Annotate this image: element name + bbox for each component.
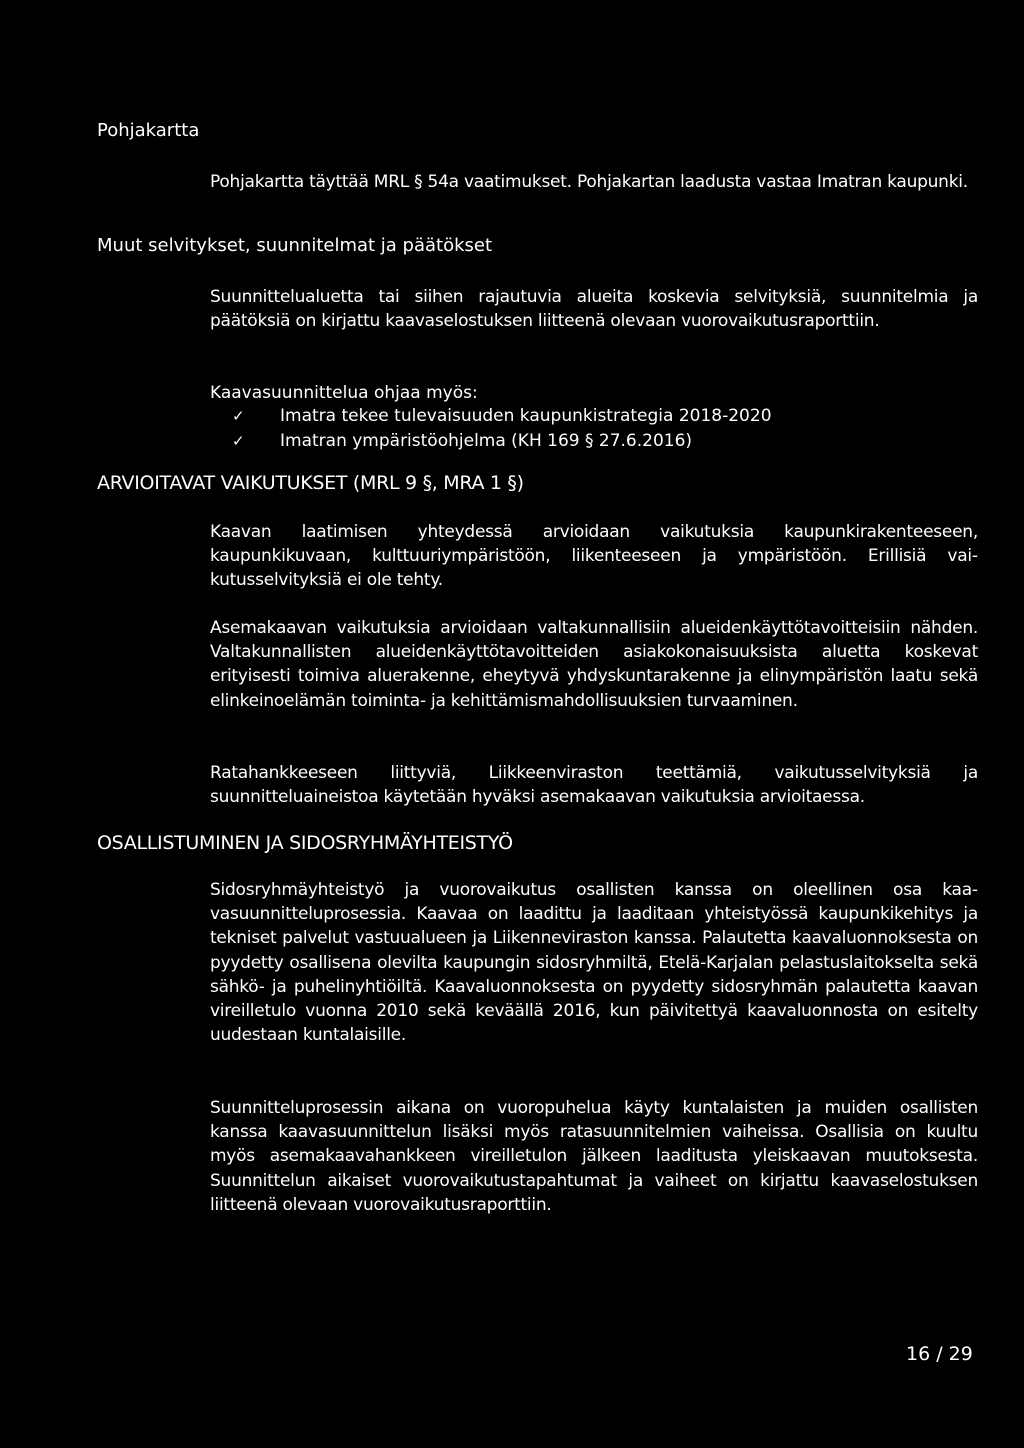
paragraph-arvioitavat-2: Asemakaavan vaikutuksia arvioidaan valtakunnallisiin alueidenkäyttötavoitteisiin nähden. Valtakunnallisten alueidenkäyttötavoitteiden asiakokonaisuuksista aluetta koskevat erityisesti toimiva aluerakenne, eheytyvä yhdyskuntarakenne ja elinympäristön laatu sekä elinkeinoelämän toiminta- ja kehittämismahdollisuuksien turvaaminen. [210,618,978,711]
paragraph-osallistuminen-2: Suunnitteluprosessin aikana on vuoropuhelua käyty kuntalaisten ja muiden osallisten kanssa kaavasuunnittelun lisäksi myös ratasuunnitelmien vaiheissa. Osallisia on kuultu myös asemakaavahankkeen vireilletulon jälkeen laaditusta yleiskaavan muutoksesta. Suunnittelun aikaiset vuorovaikutustapahtumat ja vaiheet on kirjattu kaavaselostuksen liitteenä olevaan vuorovaikutusraporttiin. [210,1098,978,1215]
list-item [232,404,772,429]
list-item-text: Imatran ympäristöohjelma (KH 169 § 27.6.2016) [280,430,693,451]
list-intro: Kaavasuunnittelua ohjaa myös: [210,383,478,403]
paragraph-muut-selvitykset: Suunnittelualuetta tai siihen rajautuvia alueita koskevia selvityksiä, suunnitelmia ja päätöksiä on kirjattu kaavaselostuksen liitteenä olevaan vuorovaikutusraporttiin. [210,287,978,332]
list-item-text: Imatra tekee tulevaisuuden kaupunkistrategia 2018-2020 [280,406,772,426]
paragraph-arvioitavat-3: Ratahankkeeseen liittyviä, Liikkeenviraston teettämiä, vaikutusselvityksiä ja suunnitteluaineistoa käytetään hyväksi asemakaavan vaikutuksia arvioitaessa. [210,763,978,808]
paragraph-osallistuminen-1: Sidosryhmäyhteistyö ja vuorovaikutus osallisten kanssa on oleellinen osa kaavasuunnitteluprosessia. Kaavaa on laadittu ja laaditaan yhteistyössä kaupunkikehitys ja tekniset palvelut vastuualueen ja Liikenneviraston kanssa. Palautetta kaavaluonnoksesta on pyydetty osallisena olevilta kaupungin sidosryhmiltä, Etelä-Karjalan pelastuslaitokselta sekä sähkö- ja puhelinyhtiöiltä. Kaavaluonnoksesta on pyydetty sidosryhmän palautetta kaavan vireilletulo vuonna 2010 sekä keväällä 2016, kun päivitettyä kaavaluonnosta on esitelty uudestaan kuntalaisille. [210,880,978,1046]
heading-pohjakartta: Pohjakartta [97,120,200,141]
heading-muut-selvitykset: Muut selvitykset, suunnitelmat ja päätökset [97,235,493,256]
guidance-list [232,404,772,453]
check-icon: ✓ [232,407,245,425]
heading-osallistuminen: OSALLISTUMINEN JA SIDOSRYHMÄYHTEISTYÖ [97,832,513,854]
heading-arvioitavat-vaikutukset: ARVIOITAVAT VAIKUTUKSET (MRL 9 §, MRA 1 §) [97,472,524,494]
page-number: 16 / 29 [906,1343,973,1365]
paragraph-arvioitavat-1: Kaavan laatimisen yhteydessä arvioidaan vaikutuksia kaupunkirakenteeseen, kaupunkikuvaan, kulttuuriympäristöön, liikenteeseen ja ympäristöön. Erillisiä vaikutusselvityksiä ei ole tehty. [210,522,978,591]
list-item [232,429,772,454]
paragraph-pohjakartta: Pohjakartta täyttää MRL § 54a vaatimukset. Pohjakartan laadusta vastaa Imatran kaupunki. [210,172,968,192]
check-icon: ✓ [232,431,245,450]
